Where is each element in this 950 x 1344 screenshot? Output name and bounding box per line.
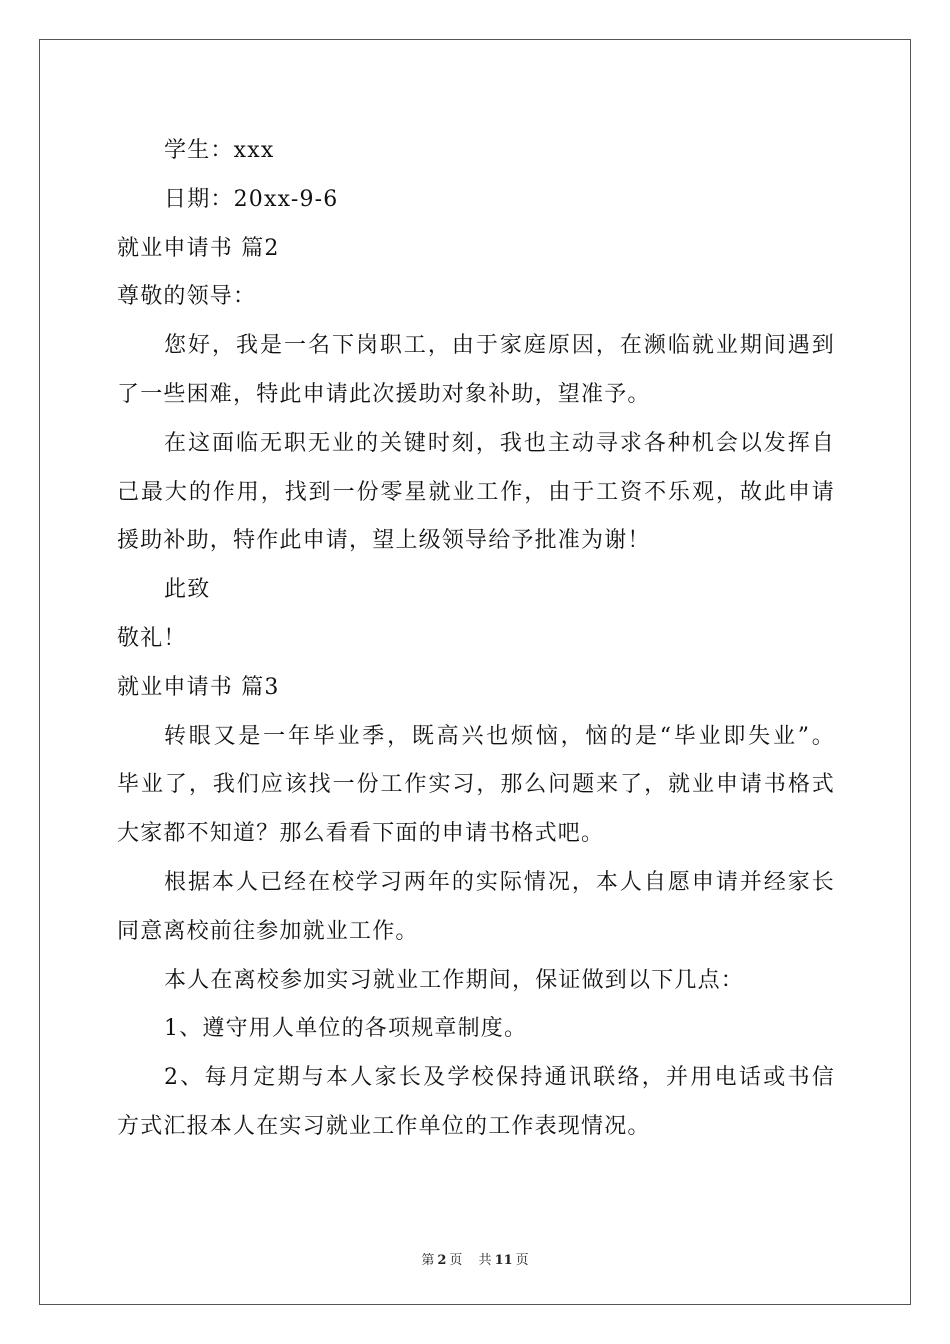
page-indicator: [418, 1253, 465, 1268]
text-line: 在这面临无职无业的关键时刻，我也主动寻求各种机会以发挥自: [164, 430, 835, 456]
text-line: 根据本人已经在校学习两年的实际情况，本人自愿申请并经家长: [164, 869, 835, 895]
total-indicator: [476, 1253, 532, 1268]
total-pages: 11: [494, 1253, 513, 1268]
text-line: 日期：20xx-9-6: [164, 186, 339, 212]
document-body: [117, 127, 835, 1152]
text-line: 方式汇报本人在实习就业工作单位的工作表现情况。: [117, 1113, 651, 1139]
text-line: 尊敬的领导：: [117, 284, 257, 310]
page-suffix: 页: [449, 1253, 463, 1268]
page-number: 2: [437, 1253, 447, 1268]
text-line: 了一些困难，特此申请此次援助对象补助，望准予。: [117, 381, 651, 407]
text-line: 1、遵守用人单位的各项规章制度。: [164, 1016, 528, 1042]
text-line: 转眼又是一年毕业季，既高兴也烦恼，恼的是“毕业即失业”。: [164, 723, 835, 749]
page-prefix: 第: [421, 1253, 435, 1268]
text-line: 学生：xxx: [164, 138, 275, 163]
text-line: 大家都不知道？那么看看下面的申请书格式吧。: [117, 821, 605, 847]
text-line: 敬礼！: [117, 625, 187, 651]
text-line: 己最大的作用，找到一份零星就业工作，由于工资不乐观，故此申请: [117, 479, 835, 505]
text-line: 您好，我是一名下岗职工，由于家庭原因，在濒临就业期间遇到: [164, 333, 835, 359]
total-prefix: 共: [478, 1253, 492, 1268]
text-line: 就业申请书 篇2: [117, 235, 280, 261]
text-line: 2、每月定期与本人家长及学校保持通讯联络，并用电话或书信: [164, 1065, 835, 1091]
text-line: 就业申请书 篇3: [117, 674, 280, 700]
page-footer: [0, 1249, 950, 1268]
text-line: 援助补助，特作此申请，望上级领导给予批准为谢！: [117, 528, 651, 554]
total-suffix: 页: [515, 1253, 529, 1268]
text-line: 同意离校前往参加就业工作。: [117, 918, 419, 944]
text-line: 本人在离校参加实习就业工作期间，保证做到以下几点：: [164, 967, 745, 993]
text-line: 此致: [164, 577, 211, 603]
text-line: 毕业了，我们应该找一份工作实习，那么问题来了，就业申请书格式: [117, 772, 835, 798]
